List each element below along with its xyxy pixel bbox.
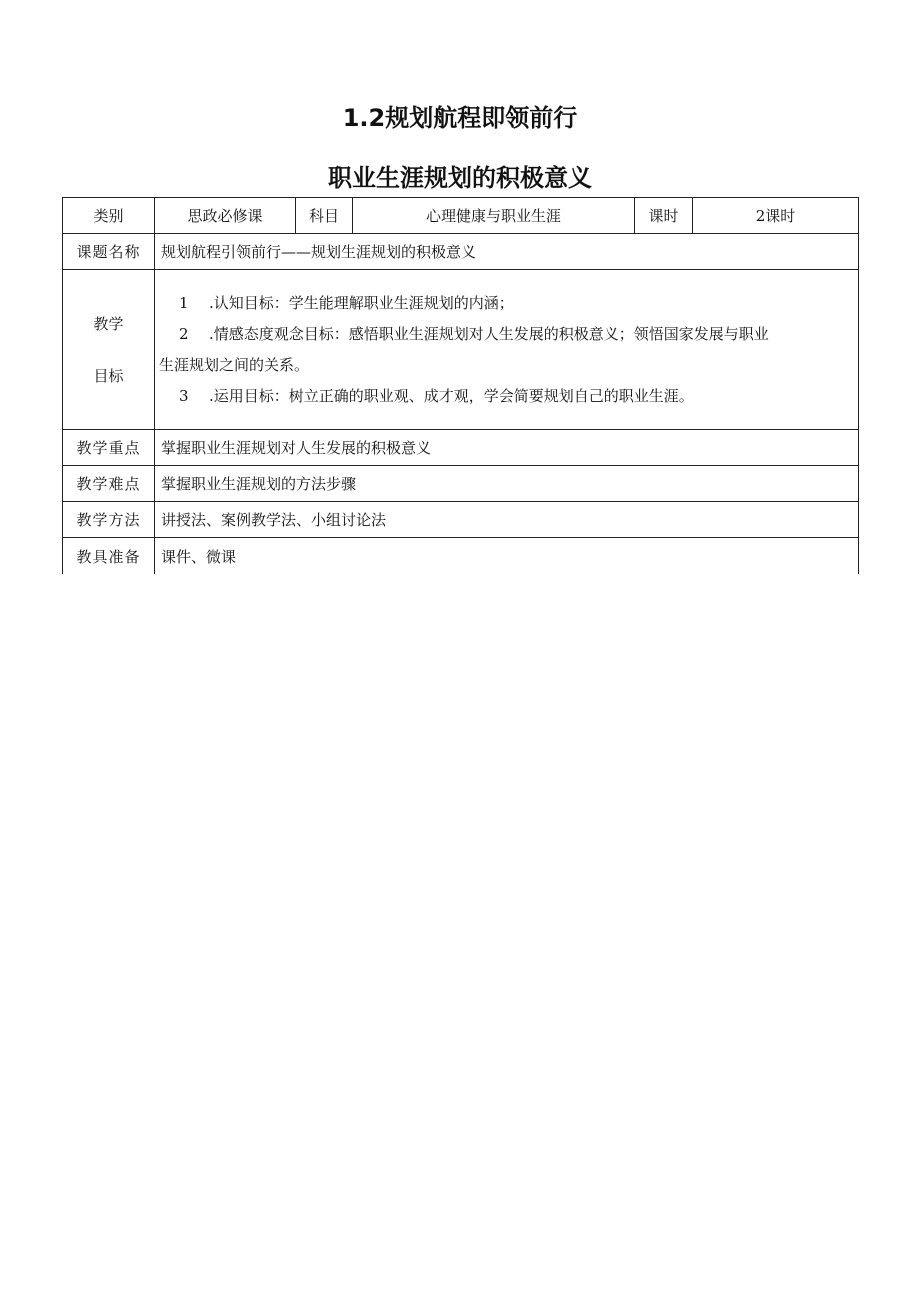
goals-label-line2: 目标 [93, 366, 124, 385]
subject-value: 心理健康与职业生涯 [353, 198, 635, 234]
difficulty-value: 掌握职业生涯规划的方法步骤 [155, 466, 859, 502]
hours-value: 2课时 [693, 198, 859, 234]
goal-number: 2 [179, 324, 189, 343]
method-value: 讲授法、案例教学法、小组讨论法 [155, 502, 859, 538]
hours-label: 课时 [635, 198, 693, 234]
lesson-plan-table [62, 197, 859, 574]
goals-list [155, 270, 859, 430]
category-value: 思政必修课 [155, 198, 296, 234]
goal-item [159, 319, 854, 350]
key-point-value: 掌握职业生涯规划对人生发展的积极意义 [155, 430, 859, 466]
table-row [63, 270, 859, 430]
table-row [63, 198, 859, 234]
table-row [63, 538, 859, 575]
goal-item [159, 381, 854, 412]
goals-label-line1: 教学 [93, 314, 124, 333]
category-label: 类别 [63, 198, 155, 234]
goal-text: .运用目标：树立正确的职业观、成才观，学会简要规划自己的职业生涯。 [209, 386, 694, 405]
goal-number: 3 [179, 386, 189, 405]
difficulty-label: 教学难点 [63, 466, 155, 502]
tools-value: 课件、微课 [155, 538, 859, 575]
document-title: 1.2规划航程即领前行 [342, 104, 578, 132]
method-label: 教学方法 [63, 502, 155, 538]
goal-item-continuation [159, 350, 854, 381]
topic-label: 课题名称 [63, 234, 155, 270]
goal-text: 生涯规划之间的关系。 [159, 355, 310, 374]
tools-label: 教具准备 [63, 538, 155, 575]
table-row [63, 466, 859, 502]
goals-label [63, 270, 155, 430]
topic-value: 规划航程引领前行——规划生涯规划的积极意义 [155, 234, 859, 270]
goal-text: .情感态度观念目标：感悟职业生涯规划对人生发展的积极意义；领悟国家发展与职业 [209, 324, 769, 343]
subject-label: 科目 [296, 198, 353, 234]
goal-text: .认知目标：学生能理解职业生涯规划的内涵； [209, 293, 514, 312]
table-row [63, 234, 859, 270]
goal-item [159, 288, 854, 319]
document-subtitle: 职业生涯规划的积极意义 [328, 164, 592, 192]
goal-number: 1 [179, 293, 189, 312]
key-point-label: 教学重点 [63, 430, 155, 466]
table-row [63, 502, 859, 538]
table-row [63, 430, 859, 466]
